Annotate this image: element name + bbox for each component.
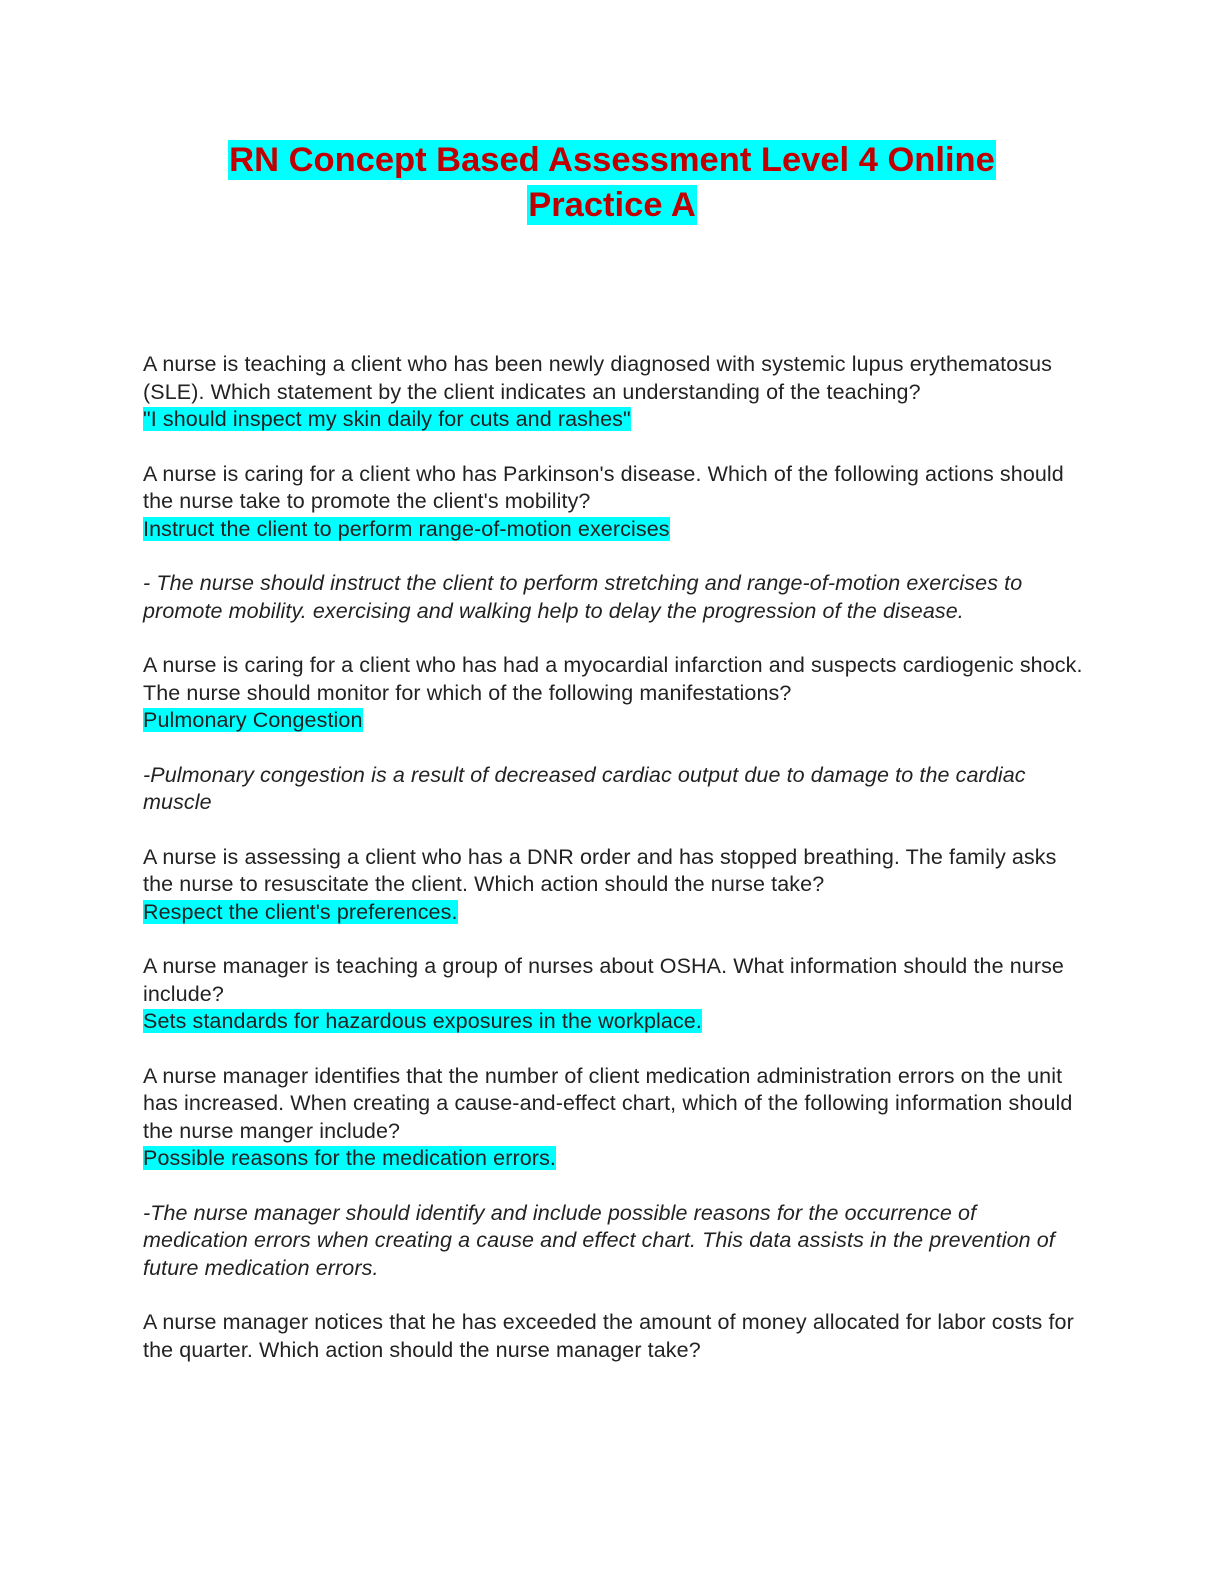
question-text: A nurse is teaching a client who has been newly diagnosed with systemic lupus erythematosus (SLE). Which statement by the client indicates an understanding of the teaching? bbox=[143, 352, 1053, 404]
highlighted-answer: "I should inspect my skin daily for cuts and rashes" bbox=[143, 407, 631, 431]
highlighted-answer: Possible reasons for the medication errors. bbox=[143, 1146, 556, 1170]
question-text: A nurse is caring for a client who has Parkinson's disease. Which of the following actions should the nurse take to promote the client's mobility? bbox=[143, 461, 1064, 513]
question-text: A nurse is caring for a client who has had a myocardial infarction and suspects cardiogenic shock. The nurse should monitor for which of the following manifestations? bbox=[143, 653, 1083, 705]
qa-block-4 bbox=[143, 844, 1083, 927]
qa-block-7 bbox=[143, 1309, 1083, 1364]
qa-block-2 bbox=[143, 461, 1083, 544]
question-text: A nurse manager identifies that the number of client medication administration errors on the unit has increased. When creating a cause-and-effect chart, which of the following information should the nurse manger include? bbox=[143, 1063, 1073, 1143]
highlighted-answer: Instruct the client to perform range-of-motion exercises bbox=[143, 516, 670, 541]
question-text: A nurse is assessing a client who has a DNR order and has stopped breathing. The family asks the nurse to resuscitate the client. Which action should the nurse take? bbox=[143, 844, 1057, 896]
highlighted-answer: Respect the client's preferences. bbox=[143, 899, 458, 924]
question-text: A nurse manager is teaching a group of nurses about OSHA. What information should the nurse include? bbox=[143, 954, 1064, 1006]
rationale-text: - The nurse should instruct the client to perform stretching and range-of-motion exercises to promote mobility. exercising and walking help to delay the progression of the disease. bbox=[143, 571, 1023, 623]
qa-block-1 bbox=[143, 351, 1083, 434]
title-line-1: RN Concept Based Assessment Level 4 Online bbox=[229, 141, 995, 179]
qa-block-3 bbox=[143, 652, 1083, 735]
document-body bbox=[143, 351, 1083, 1391]
qa-block-5 bbox=[143, 953, 1083, 1036]
rationale-text: -The nurse manager should identify and include possible reasons for the occurrence of medication errors when creating a cause and effect chart. This data assists in the prevention of future medication errors. bbox=[143, 1200, 1055, 1280]
title-line-2: Practice A bbox=[528, 186, 696, 224]
question-text: A nurse manager notices that he has exceeded the amount of money allocated for labor costs for the quarter. Which action should the nurse manager take? bbox=[143, 1310, 1074, 1362]
qa-block-6 bbox=[143, 1063, 1083, 1173]
highlighted-answer: Sets standards for hazardous exposures in the workplace. bbox=[143, 1009, 702, 1033]
highlighted-answer: Pulmonary Congestion bbox=[143, 708, 363, 732]
document-title bbox=[0, 140, 1224, 230]
rationale-text: -Pulmonary congestion is a result of decreased cardiac output due to damage to the cardiac muscle bbox=[143, 762, 1026, 814]
